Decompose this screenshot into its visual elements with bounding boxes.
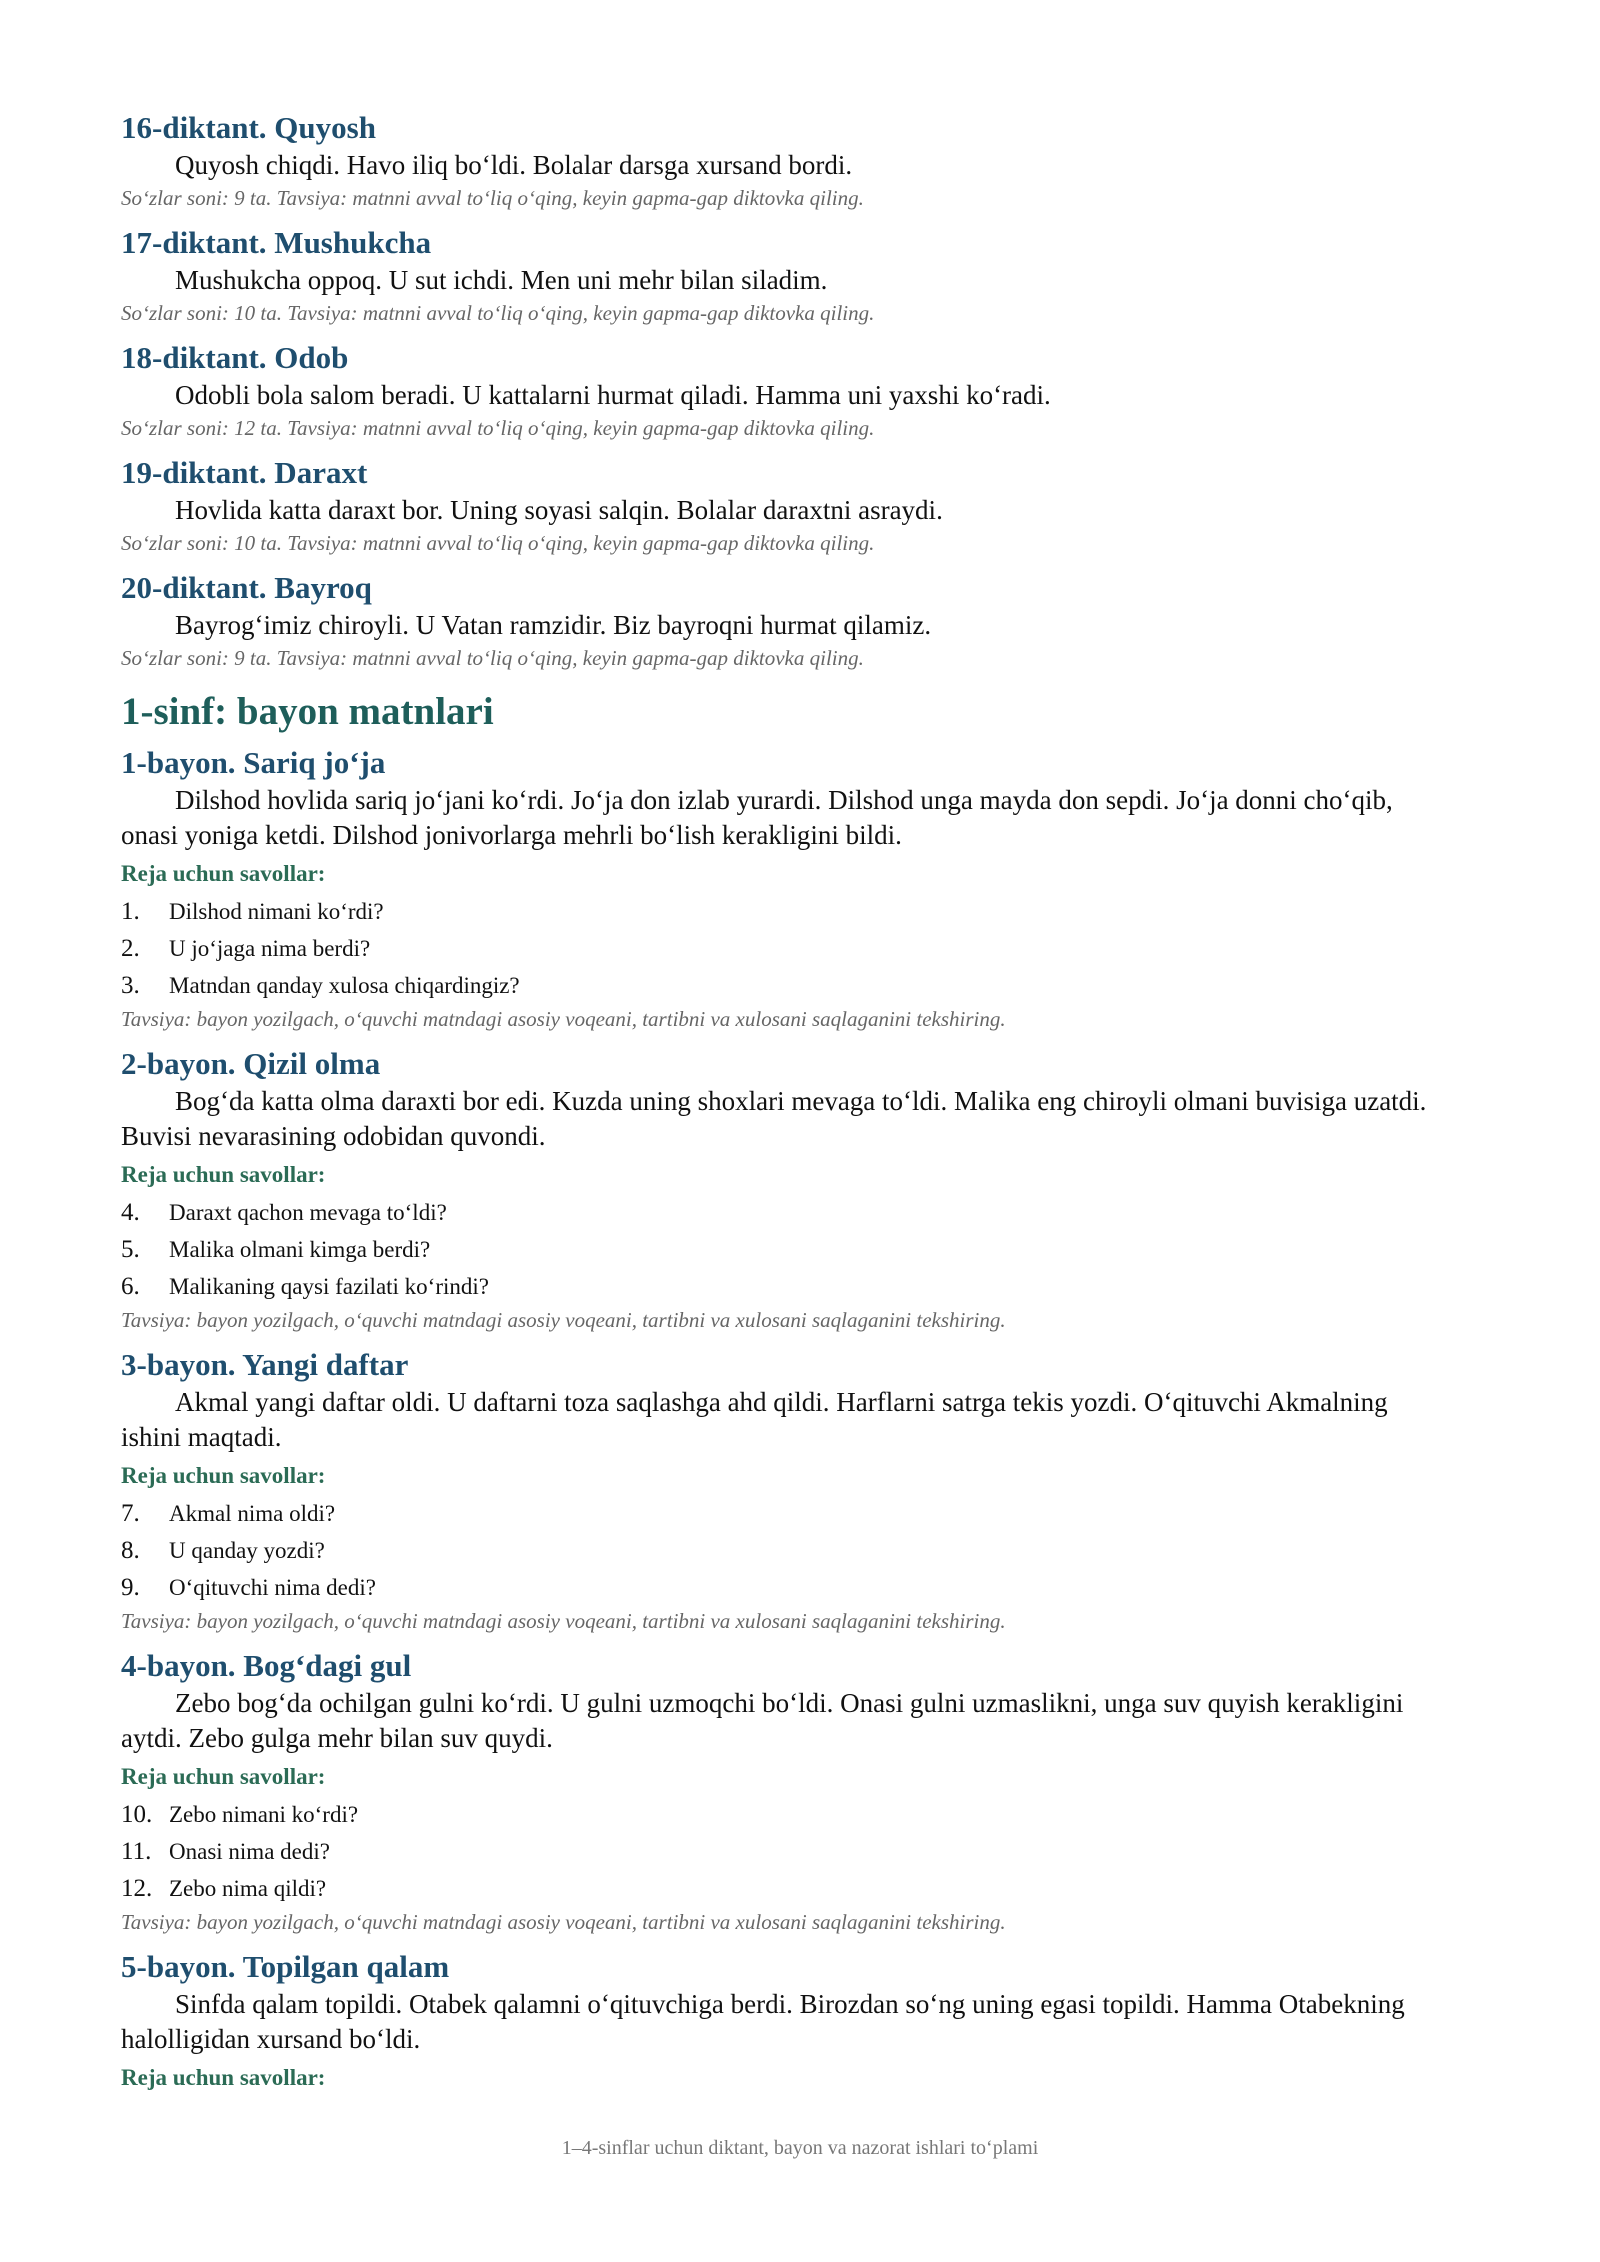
bayon-text: Dilshod hovlida sariq jo‘jani ko‘rdi. Jo‘ja don izlab yurardi. Dilshod unga mayda don sepdi. Jo‘ja donni cho‘qib, onasi yoniga ketdi. Dilshod jonivorlarga mehrli bo‘lish kerakligini bildi. xyxy=(121,785,1393,850)
diktant-note: So‘zlar soni: 9 ta. Tavsiya: matnni avval to‘liq o‘qing, keyin gapma-gap diktovka qiling. xyxy=(121,646,864,670)
bayon-title: 1-bayon. Sariq jo‘ja xyxy=(121,745,386,780)
question-item xyxy=(121,930,1451,967)
diktant-text: Bayrog‘imiz chiroyli. U Vatan ramzidir. Biz bayroqni hurmat qilamiz. xyxy=(175,610,932,640)
diktant-title: 18-diktant. Odob xyxy=(121,340,349,375)
question-text: Onasi nima dedi? xyxy=(169,1839,330,1864)
bayon-text: Sinfda qalam topildi. Otabek qalamni o‘qituvchiga berdi. Birozdan so‘ng uning egasi topildi. Hamma Otabekning halolligidan xursand bo‘ldi. xyxy=(121,1989,1405,2054)
question-text: Akmal nima oldi? xyxy=(169,1501,336,1526)
diktant-text: Hovlida katta daraxt bor. Uning soyasi salqin. Bolalar daraxtni asraydi. xyxy=(175,495,943,525)
bayon-note: Tavsiya: bayon yozilgach, o‘quvchi matndagi asosiy voqeani, tartibni va xulosani saqlaganini tekshiring. xyxy=(121,1609,1006,1633)
diktant-16 xyxy=(121,108,1451,213)
question-number: 3. xyxy=(121,972,140,999)
section-heading: 1-sinf: bayon matnlari xyxy=(121,690,494,733)
question-item xyxy=(121,1870,1451,1907)
bayon-note: Tavsiya: bayon yozilgach, o‘quvchi matndagi asosiy voqeani, tartibni va xulosani saqlaganini tekshiring. xyxy=(121,1308,1006,1332)
question-item xyxy=(121,1532,1451,1569)
question-number: 10. xyxy=(121,1801,153,1828)
question-text: Malika olmani kimga berdi? xyxy=(169,1237,431,1262)
question-text: U qanday yozdi? xyxy=(169,1538,325,1563)
question-text: Malikaning qaysi fazilati ko‘rindi? xyxy=(169,1274,489,1299)
bayon-title: 4-bayon. Bog‘dagi gul xyxy=(121,1648,412,1683)
question-number: 7. xyxy=(121,1500,140,1527)
bayon-title: 3-bayon. Yangi daftar xyxy=(121,1347,409,1382)
question-list xyxy=(121,1796,1451,1907)
bayon-2 xyxy=(121,1044,1451,1335)
diktant-title: 16-diktant. Quyosh xyxy=(121,110,376,145)
bayon-note: Tavsiya: bayon yozilgach, o‘quvchi matndagi asosiy voqeani, tartibni va xulosani saqlaganini tekshiring. xyxy=(121,1007,1006,1031)
question-number: 1. xyxy=(121,898,140,925)
diktant-note: So‘zlar soni: 10 ta. Tavsiya: matnni avval to‘liq o‘qing, keyin gapma-gap diktovka qiling. xyxy=(121,531,875,555)
question-list xyxy=(121,893,1451,1004)
question-item xyxy=(121,1796,1451,1833)
bayon-5 xyxy=(121,1947,1451,2095)
question-list xyxy=(121,1495,1451,1606)
reja-label: Reja uchun savollar: xyxy=(121,861,326,886)
reja-label: Reja uchun savollar: xyxy=(121,1463,326,1488)
diktant-title: 17-diktant. Mushukcha xyxy=(121,225,432,260)
diktant-19 xyxy=(121,453,1451,558)
diktant-note: So‘zlar soni: 10 ta. Tavsiya: matnni avval to‘liq o‘qing, keyin gapma-gap diktovka qiling. xyxy=(121,301,875,325)
question-text: Zebo nima qildi? xyxy=(169,1876,327,1901)
bayon-4 xyxy=(121,1646,1451,1937)
diktant-17 xyxy=(121,223,1451,328)
question-item xyxy=(121,1231,1451,1268)
diktant-title: 20-diktant. Bayroq xyxy=(121,570,372,605)
diktant-text: Mushukcha oppoq. U sut ichdi. Men uni mehr bilan siladim. xyxy=(175,265,828,295)
question-text: U jo‘jaga nima berdi? xyxy=(169,936,371,961)
diktant-text: Odobli bola salom beradi. U kattalarni hurmat qiladi. Hamma uni yaxshi ko‘radi. xyxy=(175,380,1051,410)
reja-label: Reja uchun savollar: xyxy=(121,2065,326,2090)
bayon-text: Bog‘da katta olma daraxti bor edi. Kuzda uning shoxlari mevaga to‘ldi. Malika eng chiroyli olmani buvisiga uzatdi. Buvisi nevarasining odobidan quvondi. xyxy=(121,1086,1427,1151)
diktant-note: So‘zlar soni: 12 ta. Tavsiya: matnni avval to‘liq o‘qing, keyin gapma-gap diktovka qiling. xyxy=(121,416,875,440)
bayon-text: Zebo bog‘da ochilgan gulni ko‘rdi. U gulni uzmoqchi bo‘ldi. Onasi gulni uzmaslikni, unga suv quyish kerakligini aytdi. Zebo gulga mehr bilan suv quydi. xyxy=(121,1688,1404,1753)
bayon-text: Akmal yangi daftar oldi. U daftarni toza saqlashga ahd qildi. Harflarni satrga tekis yozdi. O‘qituvchi Akmalning ishini maqtadi. xyxy=(121,1387,1388,1452)
reja-label: Reja uchun savollar: xyxy=(121,1764,326,1789)
question-number: 9. xyxy=(121,1574,140,1601)
question-item xyxy=(121,1833,1451,1870)
question-item xyxy=(121,1268,1451,1305)
question-item xyxy=(121,1569,1451,1606)
diktant-18 xyxy=(121,338,1451,443)
question-text: Dilshod nimani ko‘rdi? xyxy=(169,899,384,924)
page-footer: 1–4-sinflar uchun diktant, bayon va nazorat ishlari to‘plami xyxy=(561,2137,1039,2159)
question-text: Daraxt qachon mevaga to‘ldi? xyxy=(169,1200,447,1225)
diktant-20 xyxy=(121,568,1451,673)
question-item xyxy=(121,1495,1451,1532)
bayon-note: Tavsiya: bayon yozilgach, o‘quvchi matndagi asosiy voqeani, tartibni va xulosani saqlaganini tekshiring. xyxy=(121,1910,1006,1934)
question-number: 6. xyxy=(121,1273,140,1300)
diktant-note: So‘zlar soni: 9 ta. Tavsiya: matnni avval to‘liq o‘qing, keyin gapma-gap diktovka qiling. xyxy=(121,186,864,210)
bayon-title: 2-bayon. Qizil olma xyxy=(121,1046,381,1081)
diktant-text: Quyosh chiqdi. Havo iliq bo‘ldi. Bolalar darsga xursand bordi. xyxy=(175,150,853,180)
question-text: Zebo nimani ko‘rdi? xyxy=(169,1802,359,1827)
page-content xyxy=(121,108,1451,2097)
question-number: 8. xyxy=(121,1537,140,1564)
question-number: 11. xyxy=(121,1838,152,1865)
reja-label: Reja uchun savollar: xyxy=(121,1162,326,1187)
question-number: 2. xyxy=(121,935,140,962)
question-text: Matndan qanday xulosa chiqardingiz? xyxy=(169,973,520,998)
question-number: 12. xyxy=(121,1875,153,1902)
question-item xyxy=(121,893,1451,930)
bayon-1 xyxy=(121,743,1451,1034)
question-number: 5. xyxy=(121,1236,140,1263)
question-text: O‘qituvchi nima dedi? xyxy=(169,1575,376,1600)
diktant-title: 19-diktant. Daraxt xyxy=(121,455,368,490)
question-item xyxy=(121,967,1451,1004)
question-number: 4. xyxy=(121,1199,140,1226)
bayon-3 xyxy=(121,1345,1451,1636)
question-list xyxy=(121,1194,1451,1305)
bayon-title: 5-bayon. Topilgan qalam xyxy=(121,1949,450,1984)
question-item xyxy=(121,1194,1451,1231)
